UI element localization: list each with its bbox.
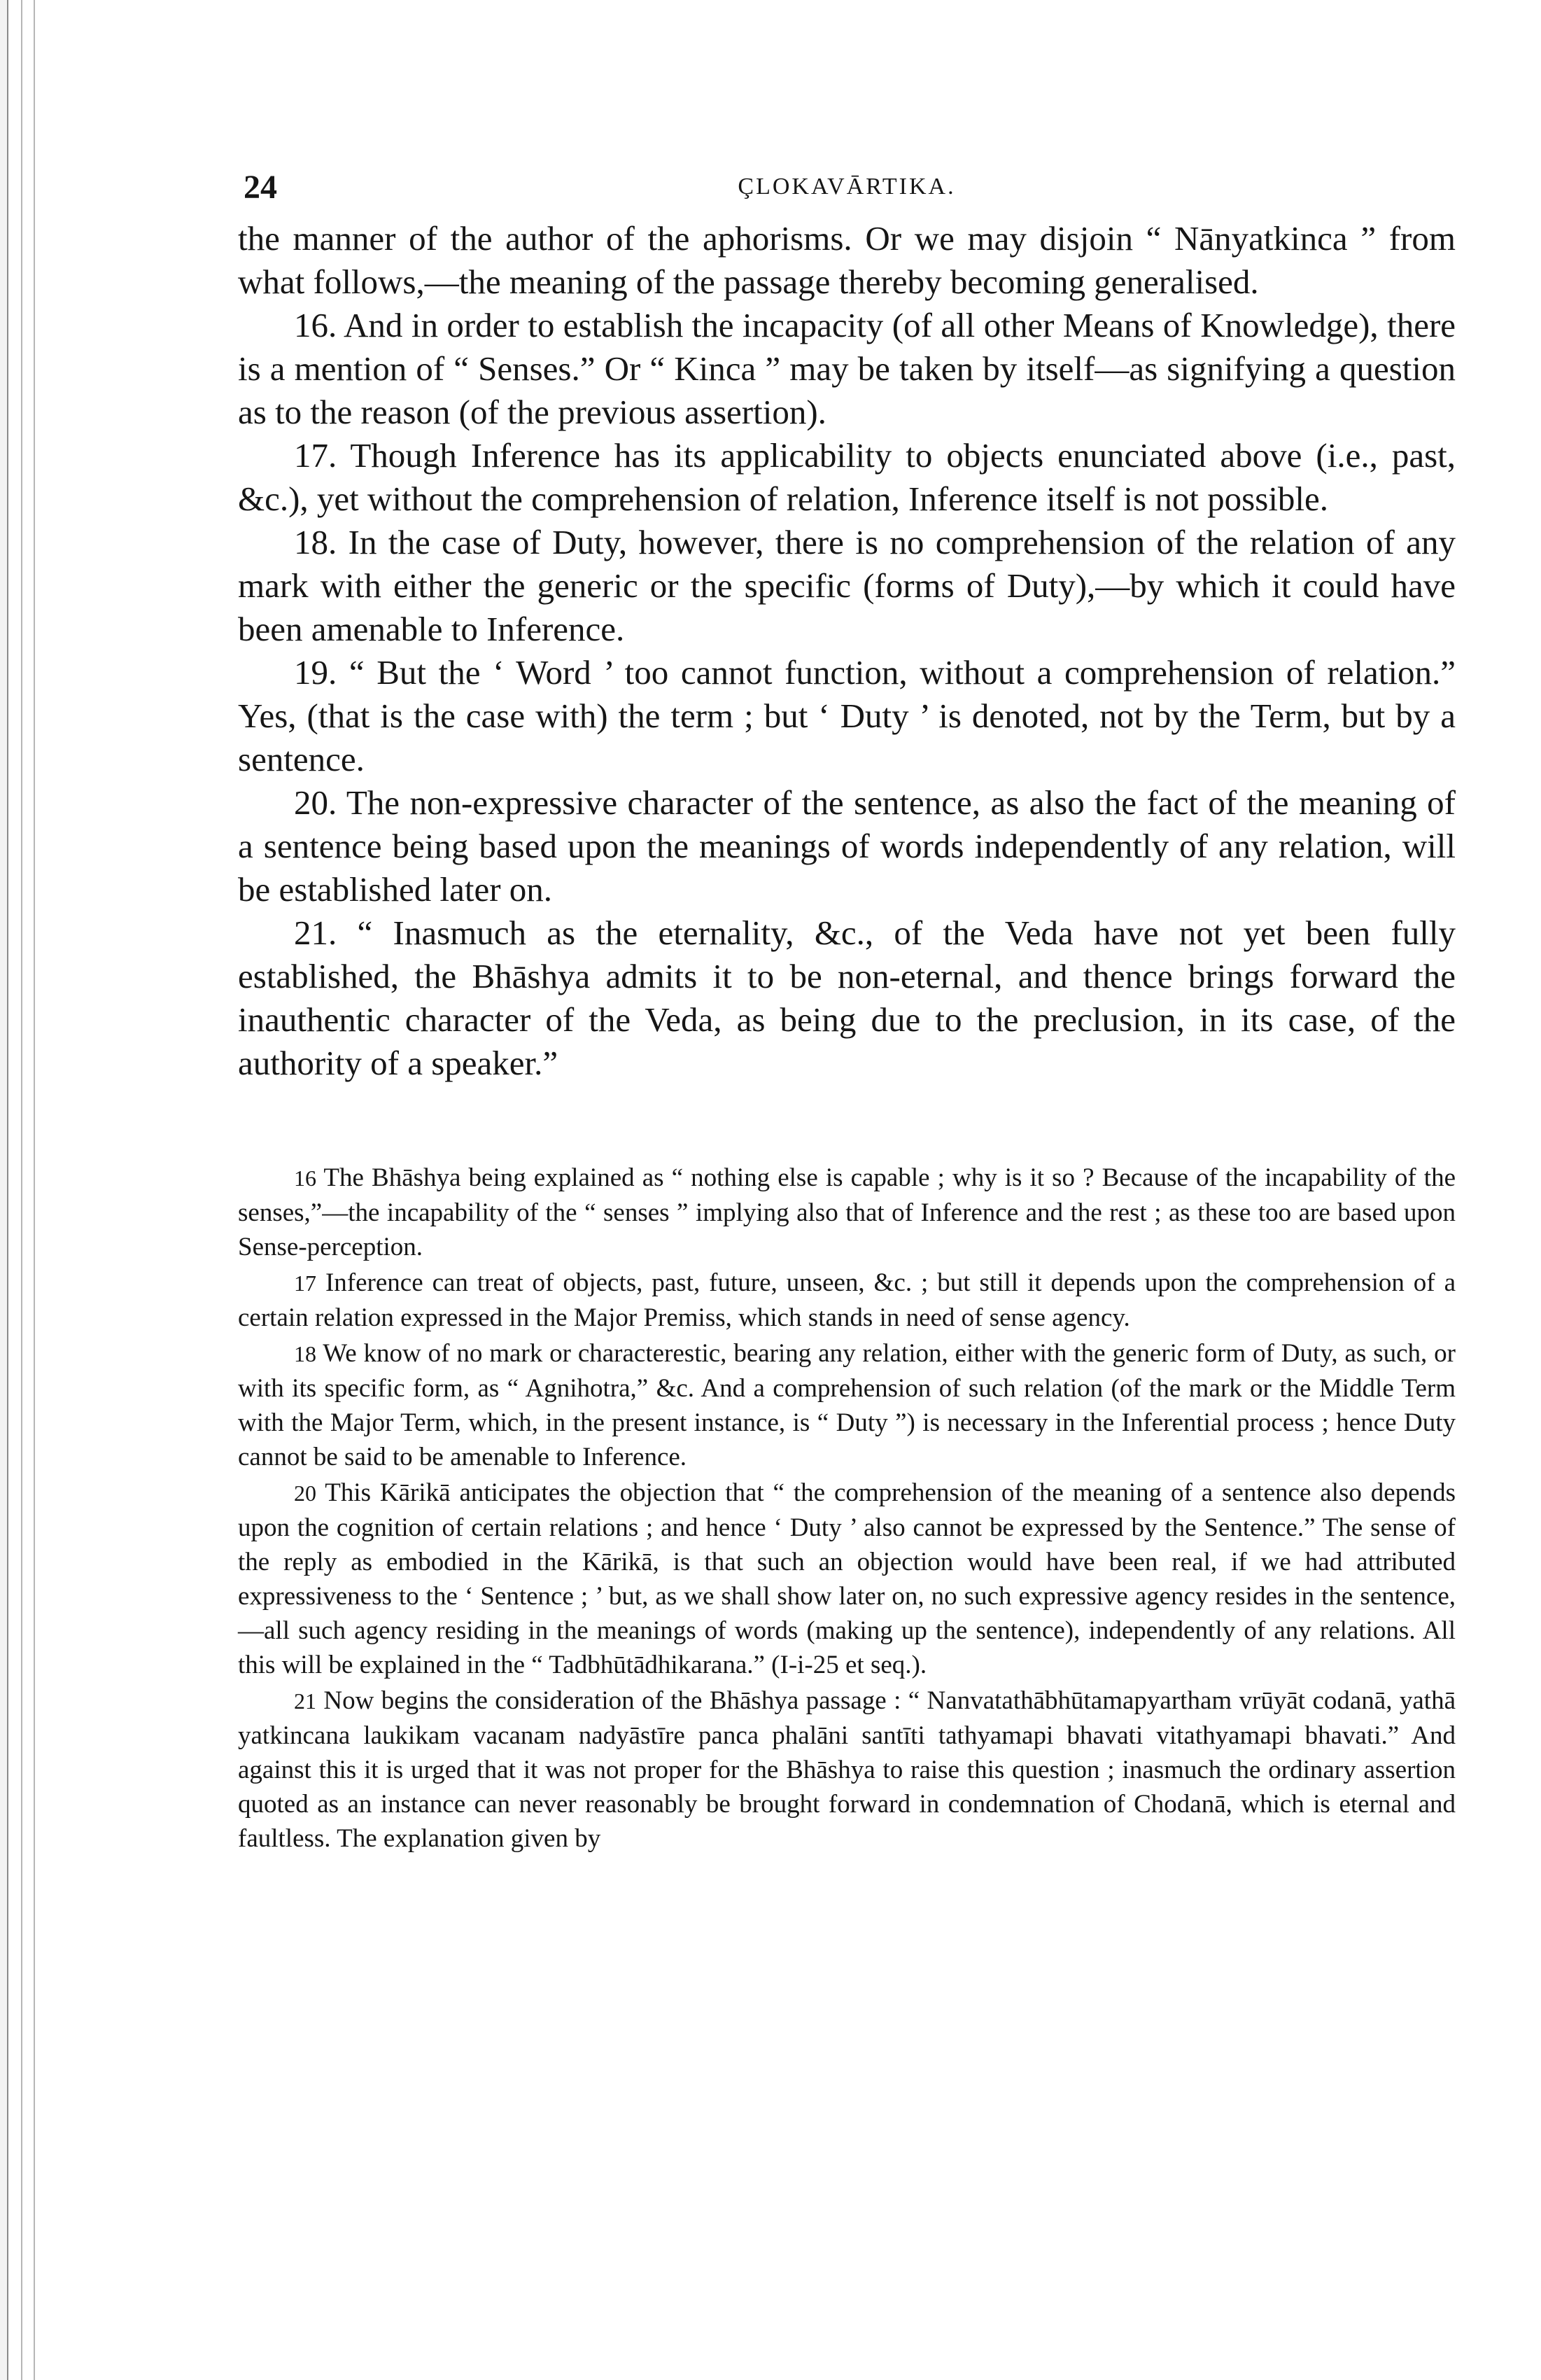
scan-edge-line xyxy=(21,0,22,2380)
footnote-number: 18 xyxy=(294,1341,316,1366)
paragraph-number: 17. xyxy=(294,436,337,475)
paragraph-number: 21. xyxy=(294,913,337,952)
page-number: 24 xyxy=(244,169,277,206)
footnote-number: 20 xyxy=(294,1480,316,1506)
section-gap xyxy=(238,1085,1456,1161)
paragraph-number: 20. xyxy=(294,783,337,822)
scan-edge-line xyxy=(34,0,35,2380)
footnote-18 xyxy=(238,1336,1456,1474)
footnote-17 xyxy=(238,1266,1456,1335)
paragraph-19 xyxy=(238,651,1456,781)
main-text xyxy=(238,217,1456,1085)
paragraph-17 xyxy=(238,434,1456,521)
paragraph-20 xyxy=(238,781,1456,911)
paragraph-number: 19. xyxy=(294,653,337,692)
paragraph-21 xyxy=(238,911,1456,1085)
footnote-text: Inference can treat of objects, past, future, unseen, &c. ; but still it depends upon the comprehension of a certain relation expressed in the Major Premiss, which stands in need of sense agency. xyxy=(238,1268,1456,1332)
paragraph-18 xyxy=(238,521,1456,651)
paragraph-continued xyxy=(238,217,1456,304)
footnote-text: The Bhāshya being explained as “ nothing else is capable ; why is it so ? Because of the incapability of the senses,”—the incapability of the “ senses ” implying also that of Inference and the rest ; as these too are based upon Sense-perception. xyxy=(238,1163,1456,1261)
footnote-number: 16 xyxy=(294,1166,316,1191)
footnote-21 xyxy=(238,1684,1456,1856)
footnote-20 xyxy=(238,1476,1456,1682)
book-page xyxy=(238,168,1456,1857)
footnote-number: 17 xyxy=(294,1270,316,1296)
footnote-text: We know of no mark or characterestic, bearing any relation, either with the generic form of Duty, as such, or with its specific form, as “ Agnihotra,” &c. And a comprehension of such relation (of the mark or the Middle Term with the Major Term, which, in the present instance, is “ Duty ”) is necessary in the Inferential process ; hence Duty cannot be said to be amenable to Inference. xyxy=(238,1339,1456,1471)
footnote-text: This Kārikā anticipates the objection that “ the comprehension of the meaning of a sentence also depends upon the cognition of certain relations ; and hence ‘ Duty ’ also cannot be expressed by the Sentence.” The sense of the reply as embodied in the Kārikā, is that such an objection would have been real, if we had attributed expressiveness to the ‘ Sentence ; ’ but, as we shall show later on, no such expressive agency resides in the sentence,—all such agency residing in the meanings of words (making up the sentence), independently of any relations. All this will be explained in the “ Tadbhūtādhikarana.” (I-i-25 et seq.). xyxy=(238,1478,1456,1679)
paragraph-text: “ But the ‘ Word ’ too cannot function, without a comprehension of relation.” Yes, (that is the case with) the term ; but ‘ Duty ’ is denoted, not by the Term, but by a sentence. xyxy=(238,653,1456,778)
paragraph-text: “ Inasmuch as the eternality, &c., of the Veda have not yet been fully established, the Bhāshya admits it to be non-eternal, and thence brings forward the inauthentic character of the Veda, as being due to the preclusion, in its case, of the authority of a speaker.” xyxy=(238,913,1456,1082)
footnote-16 xyxy=(238,1161,1456,1264)
paragraph-text: the manner of the author of the aphorisms. Or we may disjoin “ Nānyatkinca ” from what follows,—the meaning of the passage thereby becoming generalised. xyxy=(238,219,1456,301)
page-header xyxy=(238,168,1456,217)
paragraph-text: In the case of Duty, however, there is no comprehension of the relation of any mark with either the generic or the specific (forms of Duty),—by which it could have been amenable to Inference. xyxy=(238,523,1456,648)
paragraph-16 xyxy=(238,304,1456,434)
paragraph-text: And in order to establish the incapacity (of all other Means of Knowledge), there is a mention of “ Senses.” Or “ Kinca ” may be taken by itself—as signifying a question as to the reason (of the previous assertion). xyxy=(238,306,1456,431)
scan-edge xyxy=(0,0,8,2380)
footnote-number: 21 xyxy=(294,1688,316,1714)
paragraph-text: The non-expressive character of the sentence, as also the fact of the meaning of a sentence being based upon the meanings of words independently of any relation, will be established later on. xyxy=(238,783,1456,909)
paragraph-number: 18. xyxy=(294,523,337,561)
paragraph-number: 16. xyxy=(294,306,337,344)
footnote-text: Now begins the consideration of the Bhāshya passage : “ Nanvatathābhūtamapyartham vrūyāt codanā, yathā yatkincana laukikam vacanam nadyāstīre panca phalāni santīti tathyamapi bhavati vitathyamapi bhavati.” And against this it is urged that it was not proper for the Bhāshya to raise this question ; inasmuch the ordinary assertion quoted as an instance can never reasonably be brought forward in condemnation of Chodanā, which is eternal and faultless. The explanation given by xyxy=(238,1686,1456,1853)
paragraph-text: Though Inference has its applicability to objects enunciated above (i.e., past, &c.), yet without the comprehension of relation, Inference itself is not possible. xyxy=(238,436,1456,518)
running-title: ÇLOKAVĀRTIKA. xyxy=(738,174,956,200)
footnotes xyxy=(238,1161,1456,1856)
